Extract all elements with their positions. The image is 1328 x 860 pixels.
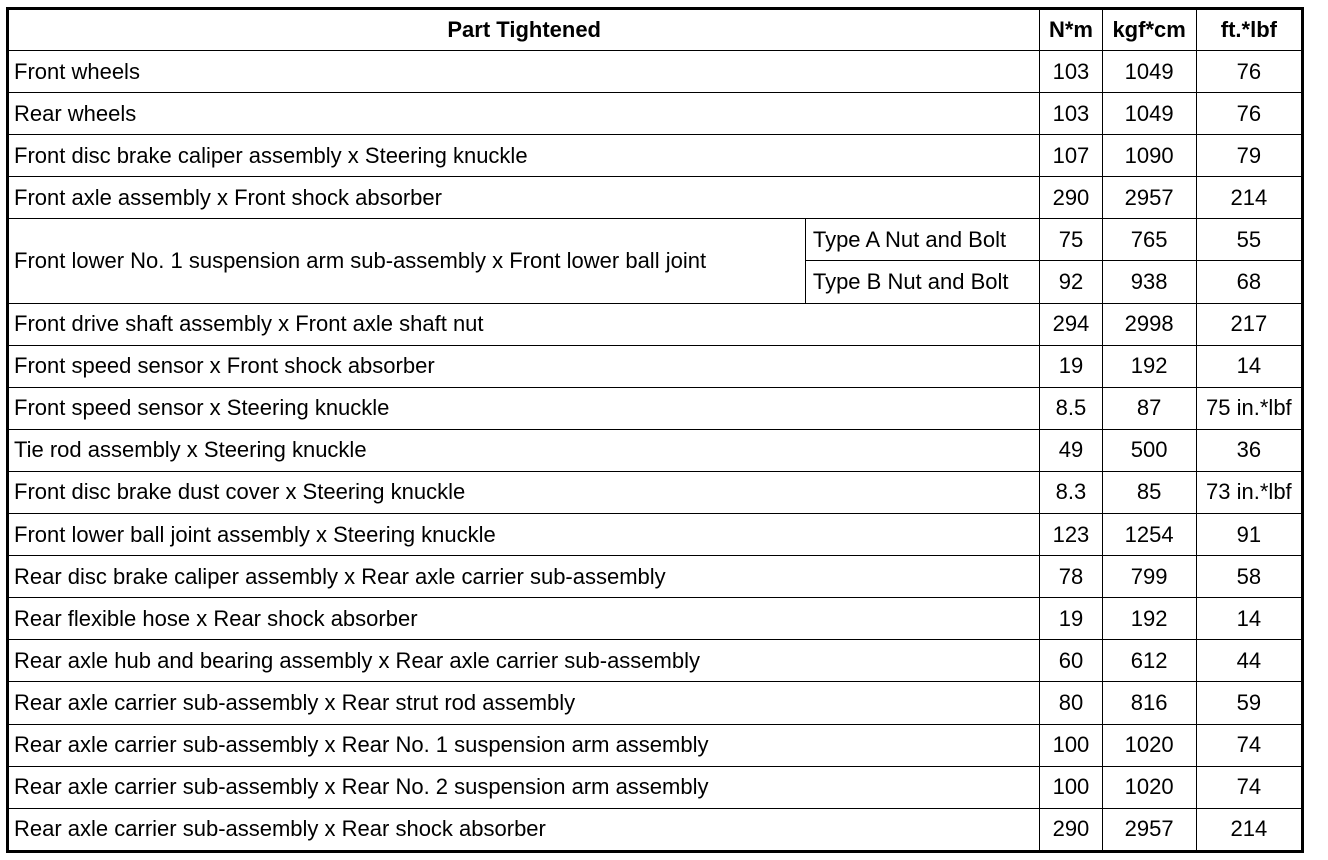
part-cell: Front speed sensor x Front shock absorber — [8, 345, 1040, 387]
part-cell: Front speed sensor x Steering knuckle — [8, 387, 1040, 429]
table-row — [8, 387, 1303, 429]
nm-cell: 123 — [1040, 514, 1102, 556]
table-row — [8, 808, 1303, 851]
part-cell: Front lower ball joint assembly x Steering knuckle — [8, 514, 1040, 556]
table-row — [8, 640, 1303, 682]
header-row — [8, 9, 1303, 51]
part-cell: Front disc brake dust cover x Steering knuckle — [8, 471, 1040, 513]
header-ft-lbf: ft.*lbf — [1196, 9, 1302, 51]
ftlbf-cell: 75 in.*lbf — [1196, 387, 1302, 429]
part-cell: Front drive shaft assembly x Front axle shaft nut — [8, 303, 1040, 345]
nm-cell: 49 — [1040, 429, 1102, 471]
table-row — [8, 598, 1303, 640]
nm-cell: 80 — [1040, 682, 1102, 724]
ftlbf-cell: 214 — [1196, 808, 1302, 851]
header-newton-meter: N*m — [1040, 9, 1102, 51]
kgfcm-cell: 765 — [1102, 219, 1196, 261]
part-cell: Front axle assembly x Front shock absorber — [8, 177, 1040, 219]
part-cell: Rear axle hub and bearing assembly x Rear axle carrier sub-assembly — [8, 640, 1040, 682]
ftlbf-cell: 44 — [1196, 640, 1302, 682]
ftlbf-cell: 36 — [1196, 429, 1302, 471]
nm-cell: 19 — [1040, 598, 1102, 640]
nm-cell: 19 — [1040, 345, 1102, 387]
table-row — [8, 766, 1303, 808]
nm-cell: 290 — [1040, 808, 1102, 851]
part-cell: Rear axle carrier sub-assembly x Rear No. 2 suspension arm assembly — [8, 766, 1040, 808]
kgfcm-cell: 2998 — [1102, 303, 1196, 345]
ftlbf-cell: 74 — [1196, 724, 1302, 766]
nm-cell: 8.5 — [1040, 387, 1102, 429]
kgfcm-cell: 938 — [1102, 261, 1196, 303]
table-row — [8, 219, 1303, 261]
nm-cell: 75 — [1040, 219, 1102, 261]
table-row — [8, 556, 1303, 598]
table-row — [8, 471, 1303, 513]
kgfcm-cell: 612 — [1102, 640, 1196, 682]
nm-cell: 100 — [1040, 724, 1102, 766]
kgfcm-cell: 192 — [1102, 598, 1196, 640]
ftlbf-cell: 74 — [1196, 766, 1302, 808]
table-row — [8, 514, 1303, 556]
kgfcm-cell: 816 — [1102, 682, 1196, 724]
table-row — [8, 135, 1303, 177]
kgfcm-cell: 85 — [1102, 471, 1196, 513]
kgfcm-cell: 1090 — [1102, 135, 1196, 177]
ftlbf-cell: 91 — [1196, 514, 1302, 556]
torque-specification-table — [6, 7, 1304, 853]
nm-cell: 107 — [1040, 135, 1102, 177]
part-cell: Rear wheels — [8, 93, 1040, 135]
ftlbf-cell: 76 — [1196, 51, 1302, 93]
table-row — [8, 51, 1303, 93]
kgfcm-cell: 87 — [1102, 387, 1196, 429]
nm-cell: 103 — [1040, 93, 1102, 135]
ftlbf-cell: 217 — [1196, 303, 1302, 345]
ftlbf-cell: 55 — [1196, 219, 1302, 261]
kgfcm-cell: 1254 — [1102, 514, 1196, 556]
part-cell: Rear axle carrier sub-assembly x Rear strut rod assembly — [8, 682, 1040, 724]
kgfcm-cell: 1049 — [1102, 93, 1196, 135]
part-cell: Tie rod assembly x Steering knuckle — [8, 429, 1040, 471]
kgfcm-cell: 500 — [1102, 429, 1196, 471]
fastener-type-cell: Type B Nut and Bolt — [805, 261, 1040, 303]
ftlbf-cell: 214 — [1196, 177, 1302, 219]
kgfcm-cell: 2957 — [1102, 808, 1196, 851]
table-row — [8, 682, 1303, 724]
part-cell: Front wheels — [8, 51, 1040, 93]
ftlbf-cell: 14 — [1196, 598, 1302, 640]
kgfcm-cell: 192 — [1102, 345, 1196, 387]
nm-cell: 78 — [1040, 556, 1102, 598]
part-cell: Front disc brake caliper assembly x Steering knuckle — [8, 135, 1040, 177]
kgfcm-cell: 1049 — [1102, 51, 1196, 93]
table-row — [8, 345, 1303, 387]
nm-cell: 8.3 — [1040, 471, 1102, 513]
nm-cell: 60 — [1040, 640, 1102, 682]
nm-cell: 92 — [1040, 261, 1102, 303]
table-row — [8, 429, 1303, 471]
fastener-type-cell: Type A Nut and Bolt — [805, 219, 1040, 261]
ftlbf-cell: 59 — [1196, 682, 1302, 724]
table-row — [8, 93, 1303, 135]
header-kgf-cm: kgf*cm — [1102, 9, 1196, 51]
table-row — [8, 724, 1303, 766]
header-part-tightened: Part Tightened — [8, 9, 1040, 51]
nm-cell: 294 — [1040, 303, 1102, 345]
ftlbf-cell: 68 — [1196, 261, 1302, 303]
kgfcm-cell: 799 — [1102, 556, 1196, 598]
nm-cell: 103 — [1040, 51, 1102, 93]
part-cell: Front lower No. 1 suspension arm sub-assembly x Front lower ball joint — [8, 219, 806, 303]
table-row — [8, 303, 1303, 345]
kgfcm-cell: 1020 — [1102, 766, 1196, 808]
nm-cell: 290 — [1040, 177, 1102, 219]
part-cell: Rear axle carrier sub-assembly x Rear No. 1 suspension arm assembly — [8, 724, 1040, 766]
part-cell: Rear flexible hose x Rear shock absorber — [8, 598, 1040, 640]
kgfcm-cell: 1020 — [1102, 724, 1196, 766]
part-cell: Rear axle carrier sub-assembly x Rear shock absorber — [8, 808, 1040, 851]
kgfcm-cell: 2957 — [1102, 177, 1196, 219]
ftlbf-cell: 58 — [1196, 556, 1302, 598]
ftlbf-cell: 73 in.*lbf — [1196, 471, 1302, 513]
part-cell: Rear disc brake caliper assembly x Rear axle carrier sub-assembly — [8, 556, 1040, 598]
nm-cell: 100 — [1040, 766, 1102, 808]
table-row — [8, 177, 1303, 219]
ftlbf-cell: 14 — [1196, 345, 1302, 387]
ftlbf-cell: 76 — [1196, 93, 1302, 135]
ftlbf-cell: 79 — [1196, 135, 1302, 177]
